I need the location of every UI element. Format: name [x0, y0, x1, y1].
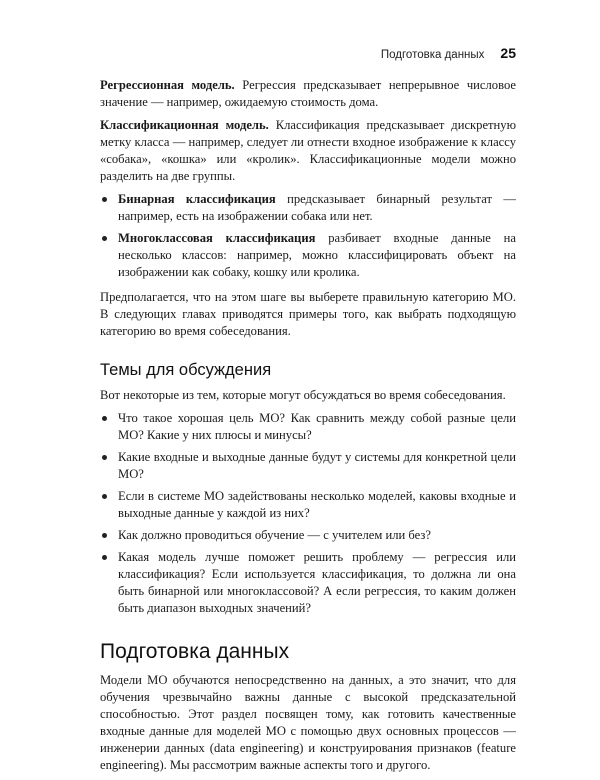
bullet-icon	[102, 236, 107, 241]
list-item	[100, 488, 516, 522]
assumption-paragraph: Предполагается, что на этом шаге вы выберете правильную категорию МО. В следующих главах приводятся примеры того, как выбрать подходящую категорию во время собеседования.	[100, 290, 516, 338]
list-item	[100, 230, 516, 281]
topic-text: Как должно проводиться обучение — с учителем или без?	[118, 528, 431, 542]
running-head	[381, 45, 516, 61]
topic-text: Какие входные и выходные данные будут у системы для конкретной цели МО?	[118, 450, 516, 481]
topic-text: Если в системе МО задействованы несколько моделей, каковы входные и выходные данные у каждой из них?	[118, 489, 516, 520]
topics-heading: Темы для обсуждения	[100, 361, 272, 379]
binary-term: Бинарная классификация	[118, 192, 276, 206]
classification-term: Классификационная модель.	[100, 118, 269, 132]
classification-text: Классификация предсказывает дискретную метку класса — например, следует ли отнести входное изображение к классу «собака», «кошка» или «кролик». Классификационные модели можно разделить на две группы.	[100, 118, 516, 183]
binary-text: предсказывает бинарный результат — например, есть на изображении собака или нет.	[118, 192, 516, 223]
list-item	[100, 449, 516, 483]
topics-list	[100, 410, 516, 617]
regression-term: Регрессионная модель.	[100, 78, 235, 92]
list-item	[100, 410, 516, 444]
bullet-icon	[102, 197, 107, 202]
bullet-icon	[102, 416, 107, 421]
page-number: 25	[500, 45, 516, 61]
bullet-icon	[102, 533, 107, 538]
regression-paragraph	[100, 77, 516, 111]
list-item	[100, 527, 516, 544]
bullet-icon	[102, 494, 107, 499]
running-title: Подготовка данных	[380, 49, 485, 61]
page-content	[100, 77, 516, 780]
list-item	[100, 549, 516, 617]
list-item	[100, 191, 516, 225]
classification-paragraph	[100, 117, 516, 185]
topic-text: Какая модель лучше поможет решить проблему — регрессия или классификация? Если используется классификация, то должна ли она быть бинарной или многоклассовой? А если регрессия, то каким должен быть диапазон выходных значений?	[118, 550, 516, 615]
multiclass-term: Многоклассовая классификация	[118, 231, 316, 245]
bullet-icon	[102, 555, 107, 560]
bullet-icon	[102, 455, 107, 460]
multiclass-text: разбивает входные данные на несколько классов: например, можно классифицировать объект на изображении как собаку, кошку или кролика.	[118, 231, 516, 279]
topic-text: Что такое хорошая цель МО? Как сравнить между собой разные цели МО? Какие у них плюсы и минусы?	[118, 411, 516, 442]
classification-types-list	[100, 191, 516, 281]
topics-intro: Вот некоторые из тем, которые могут обсуждаться во время собеседования.	[100, 388, 506, 402]
data-prep-paragraph: Модели МО обучаются непосредственно на данных, а это значит, что для обучения чрезвычайно важны данные с высокой предсказательной способностью. Этот раздел посвящен тому, как готовить качественные входные данные для моделей МО с помощью двух основных процессов — инженерии данных (data engineering) и конструирования признаков (feature engineering). Мы рассмотрим важные аспекты того и другого.	[100, 673, 516, 772]
regression-text: Регрессия предсказывает непрерывное числовое значение — например, ожидаемую стоимость дома.	[100, 78, 516, 109]
section-heading: Подготовка данных	[100, 640, 290, 663]
